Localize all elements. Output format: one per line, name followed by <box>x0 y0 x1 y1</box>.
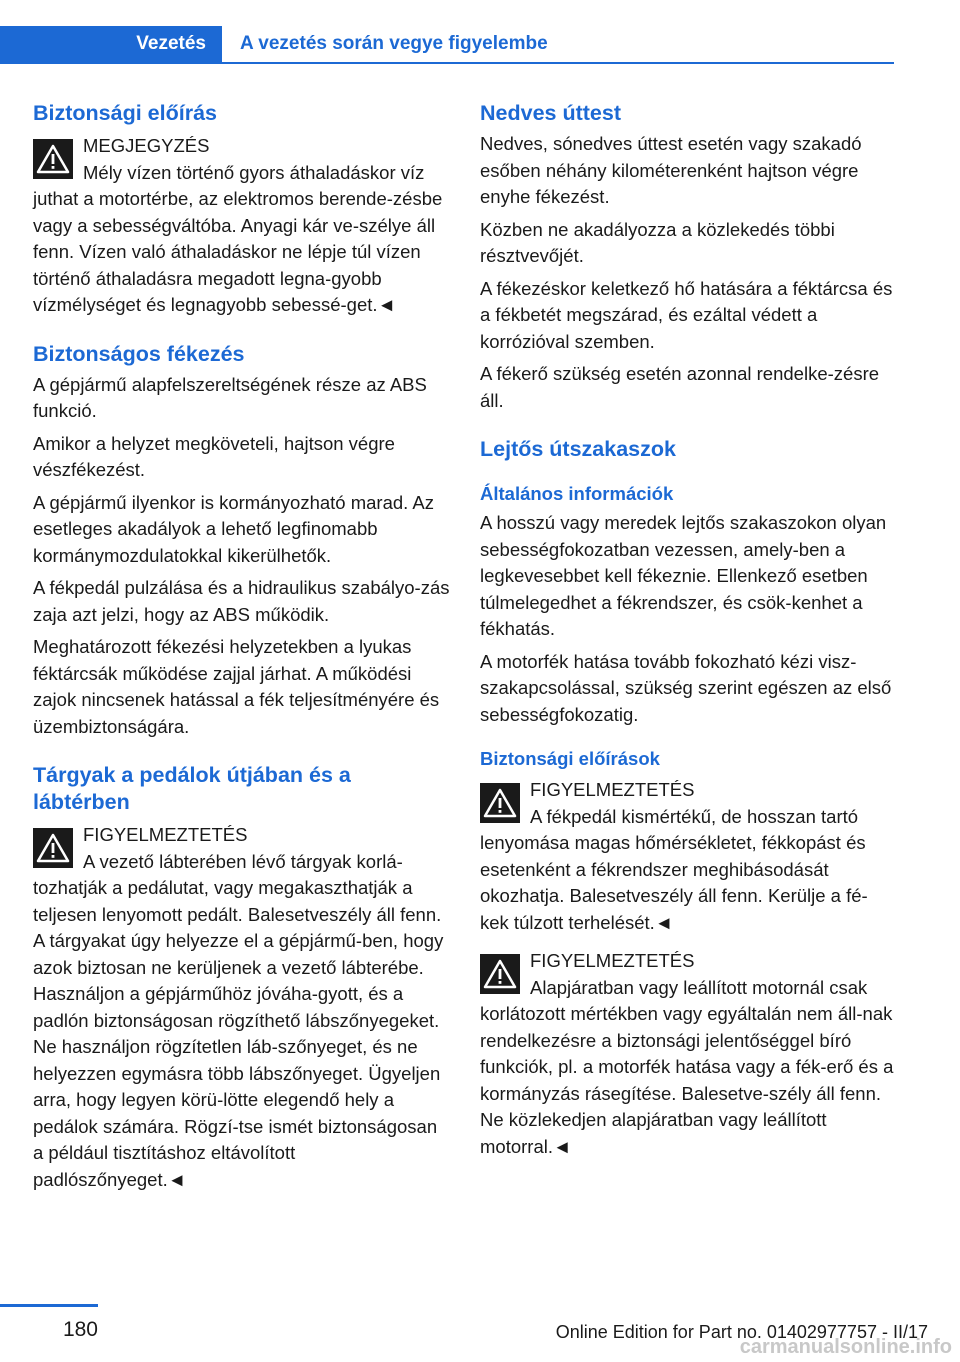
safety-subheading: Biztonsági előírások <box>480 748 660 769</box>
warning-title: FIGYELMEZTETÉS <box>530 950 695 971</box>
note-title: MEGJEGYZÉS <box>83 135 210 156</box>
warning-triangle-icon <box>480 783 520 823</box>
subsection-tab: A vezetés során vegye figyelembe <box>240 33 548 54</box>
page-header <box>0 26 894 64</box>
warning-text: A vezető lábterében lévő tárgyak korlá-tozhatják a pedálutat, vagy megakaszthatják a teljesen lenyomott pedált. Balesetveszély áll fenn. A tárgyakat úgy helyezze el a gépjármű-ben, hogy azok biztosan ne kerüljenek a vezető lábterébe. Használjon a gépjárműhöz jóváha-gyott, és a padlón biztonságosan rögzíthető lábszőnyegeket. Ne használjon rögzítetlen láb-szőnyeget, és ne helyezzen egymásra több lábszőnyeget. Ügyeljen arra, hogy legyen körü-lötte elegendő hely a pedálok számára. Rögzí-tse ismét biztonságosan a például tisztításhoz eltávolított padlószőnyeget.◄ <box>33 850 444 1190</box>
warning-text: Alapjáratban vagy leállított motornál csak korlátozott mértékben vagy egyáltalán nem áll-nak rendelkezésre a biztonsági jelentőséggel bíró funkciók, pl. a motorfék hatása vagy a fék-erő és a kormányzás rásegítése. Balesetve-szély áll fenn. Ne közlekedjen alapjáratban vagy leállított motorral.◄ <box>480 976 894 1157</box>
warning-block <box>33 822 451 1193</box>
braking-paragraph: Meghatározott fékezési helyzetekben a lyukas féktárcsák működése zajjal járhat. A működési zajok nincsenek hatással a fék teljesítményére és üzembiztonságára. <box>33 636 440 737</box>
note-text: Mély vízen történő gyors áthaladáskor víz juthat a motortérbe, az elektromos berende-zésbe vagy a sebességváltóba. Anyagi kár ve-szélye áll fenn. Vízen való áthaladáskor ne lépje túl vízen történő áthaladásra megadott legna-gyobb vízmélységet és legnagyobb sebessé-get.◄ <box>33 161 443 315</box>
braking-paragraph: Amikor a helyzet megköveteli, hajtson végre vészfékezést. <box>33 432 395 480</box>
slope-paragraph: A hosszú vagy meredek lejtős szakaszokon olyan sebességfokozatban vezessen, amely-ben a legkevesebbet kell fékeznie. Ellenkező esetben túlmelegedhet a fékrendszer, és csök-kenhet a fékhatás. <box>480 512 887 639</box>
warning-block <box>480 777 894 936</box>
wet-road-paragraph: A fékerő szükség esetén azonnal rendelke-zésre áll. <box>480 363 880 411</box>
wet-road-paragraph: A fékezéskor keletkező hő hatására a féktárcsa és a fékbetét megszárad, és ezáltal védett a korrózióval szemben. <box>480 277 893 352</box>
warning-triangle-icon <box>33 139 73 179</box>
wet-road-heading: Nedves úttest <box>480 101 621 125</box>
braking-paragraph: A gépjármű ilyenkor is kormányozható marad. Az esetleges akadályok a lehető legfinomabb kormánymozdulatokkal kikerülhetők. <box>33 491 435 566</box>
right-column <box>480 100 894 1172</box>
watermark: carmanualsonline.info <box>739 1336 952 1358</box>
wet-road-paragraph: Nedves, sónedves úttest esetén vagy szakadó esőben néhány kilométerenként hajtson végre enyhe fékezést. <box>480 133 862 207</box>
warning-title: FIGYELMEZTETÉS <box>83 824 248 845</box>
objects-heading: Tárgyak a pedálok útjában és a lábtérben <box>33 763 351 814</box>
left-column <box>33 100 451 1205</box>
general-subheading: Általános információk <box>480 483 674 504</box>
note-block <box>33 133 451 319</box>
warning-triangle-icon <box>33 828 73 868</box>
braking-paragraph: A gépjármű alapfelszereltségének része az ABS funkció. <box>33 373 427 421</box>
warning-text: A fékpedál kismértékű, de hosszan tartó lenyomása magas hőmérsékletet, fékkopást és esetenként a fékrendszer meghibásodását okozhatja. Balesetveszély áll fenn. Kerülje a fé-kek túlzott terhelését.◄ <box>480 805 868 933</box>
section-tab: Vezetés <box>0 26 222 62</box>
warning-block <box>480 948 894 1160</box>
warning-triangle-icon <box>480 954 520 994</box>
footer-rule <box>0 1304 98 1307</box>
braking-paragraph: A fékpedál pulzálása és a hidraulikus szabályo-zás zaja azt jelzi, hogy az ABS működik. <box>33 577 450 625</box>
wet-road-paragraph: Közben ne akadályozza a közlekedés többi résztvevőjét. <box>480 218 835 266</box>
safety-heading: Biztonsági előírás <box>33 101 217 125</box>
page-number: 180 <box>62 1318 98 1341</box>
edition-label: Online Edition for Part no. 01402977757 - II/17 <box>555 1322 928 1342</box>
slope-paragraph: A motorfék hatása tovább fokozható kézi visz-szakapcsolással, szükség szerint egészen az első sebességfokozatig. <box>480 650 892 725</box>
braking-heading: Biztonságos fékezés <box>33 341 245 366</box>
slope-heading: Lejtős útszakaszok <box>480 437 676 461</box>
warning-title: FIGYELMEZTETÉS <box>530 779 695 800</box>
